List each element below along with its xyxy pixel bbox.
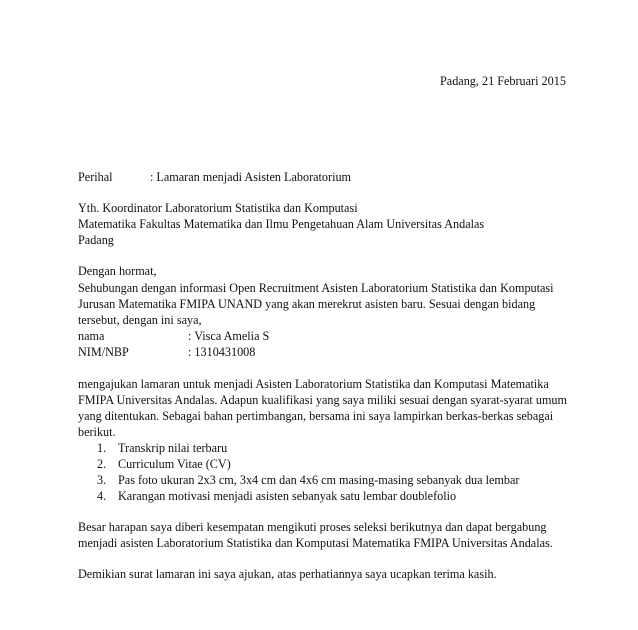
recipient-line: Matematika Fakultas Matematika dan Ilmu Pengetahuan Alam Universitas Andalas xyxy=(78,217,485,231)
letter-date: Padang, 21 Februari 2015 xyxy=(440,74,566,88)
hope-line: menjadi asisten Laboratorium Statistika dan Komputasi Matematika FMIPA Universitas Andalas. xyxy=(78,536,553,550)
greeting: Dengan hormat, xyxy=(78,264,157,278)
application-line: mengajukan lamaran untuk menjadi Asisten Laboratorium Statistika dan Komputasi Matematika xyxy=(78,377,549,391)
closing-line: Demikian surat lamaran ini saya ajukan, atas perhatiannya saya ucapkan terima kasih. xyxy=(78,567,497,581)
subject-label: Perihal xyxy=(78,170,113,184)
intro-line: Sehubungan dengan informasi Open Recruitment Asisten Laboratorium Statistika dan Komputasi xyxy=(78,281,554,295)
attachment-item: Pas foto ukuran 2x3 cm, 3x4 cm dan 4x6 cm masing-masing sebanyak dua lembar xyxy=(118,473,520,487)
intro-line: Jurusan Matematika FMIPA UNAND yang akan merekrut asisten baru. Sesuai dengan bidang xyxy=(78,297,536,311)
subject-value: : Lamaran menjadi Asisten Laboratorium xyxy=(150,170,352,184)
attachment-item: Transkrip nilai terbaru xyxy=(118,441,228,455)
application-line: FMIPA Universitas Andalas. Adapun kualifikasi yang saya miliki sesuai dengan syarat-syarat umum xyxy=(78,393,568,407)
identity-label-nim: NIM/NBP xyxy=(78,345,129,359)
intro-line: tersebut, dengan ini saya, xyxy=(78,313,202,327)
identity-label-name: nama xyxy=(78,329,105,343)
recipient-line: Yth. Koordinator Laboratorium Statistika dan Komputasi xyxy=(78,201,358,215)
attachment-number: 2. xyxy=(97,457,107,471)
recipient-line: Padang xyxy=(78,233,114,247)
attachment-number: 4. xyxy=(97,489,107,503)
application-line: yang ditentukan. Sebagai bahan pertimbangan, bersama ini saya lampirkan berkas-berkas sebagai xyxy=(78,409,554,423)
attachment-number: 1. xyxy=(97,441,107,455)
attachment-item: Karangan motivasi menjadi asisten sebanyak satu lembar doublefolio xyxy=(118,489,457,503)
attachment-number: 3. xyxy=(97,473,107,487)
attachment-item: Curriculum Vitae (CV) xyxy=(118,457,231,471)
identity-value-name: : Visca Amelia S xyxy=(188,329,270,343)
hope-line: Besar harapan saya diberi kesempatan mengikuti proses seleksi berikutnya dan dapat bergabung xyxy=(78,520,547,534)
application-line: berikut. xyxy=(78,425,116,439)
identity-value-nim: : 1310431008 xyxy=(188,345,256,359)
